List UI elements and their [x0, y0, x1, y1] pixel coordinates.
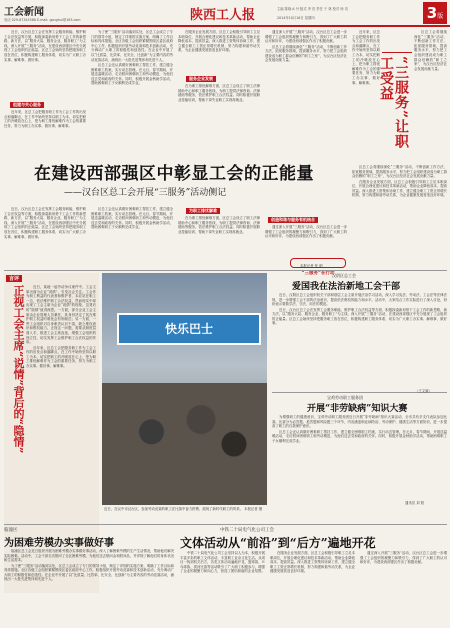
editorial-tag: 言评: [6, 275, 22, 282]
article-col-11: 区总工会将继续深化“三服务”活动，不断创新工作方法，拓宽服务领域，提高服务水平，努力把工会组织建设成为职工群众信赖的“职工之家”，为汉台区经济社会发展贡献力量。 在服务企业发展方面，区总工会积极引导职工立足本职岗位，开展合理化建议和技术革新活动，帮助企业降低成本、提高效益。深入推进工资集体协商工作，建立健全职工工资正常增长机制，努力构建和谐劳动关系，为企业健康发展营造良好环境。: [352, 165, 447, 198]
bottom-center-label: 中铁二十局电气化公司工会: [220, 528, 274, 533]
article-col-2: 为了使“三服务”活动落到实处，区总工会成立了专门的领导小组，制定了详细的实施方案，明确了工作目标和具体措施。全区各级工会组织紧紧围绕区委区政府中心工作，积极组织开展劳动竞赛和技术创新活动，充分调动广大职工的积极性和创造性。在企业中开展了以“比质量、比效率、比安全、比创新”为主要内容的劳动竞赛活动，涌现出一大批先进集体和先进个人。 区总工会还认真做好困难职工帮扶工作，建立健全困难职工档案，实行动态管理。在元旦、春节期间，开展送温暖活动，走访慰问困难职工和劳动模范，为他们送去党和政府的关怀。同时，积极开展金秋助学活动，帮助困难职工子女顺利完成学业。: [91, 30, 173, 86]
right-block1-text: 近日，汉阴区总工会组织机关干部和基层工会主席开展法治学习活动，深入学习宪法、劳动法、工会法等法律法规，进一步增强工会干部的法治意识，提高依法维权的能力和水平。活动中，大家结合工作实际进行了深入讨论，纷纷表示要做学法、守法、用法的模范。 近日，汉台区总工会在发挥工会服务职能、维护职工合法权益等方面，积极探索新形势下工会工作的新思路、新方法，以“服务大局、服务企业、服务职工”为主线，深入开展“三服务”活动，在建设西部强区中充分展现了工会组织的正能量。区总工会始终坚持把服务职工放在首位，积极构建职工服务体系，切实为广大职工办实事、解难事、做好事。: [272, 293, 447, 326]
article-col-9: 在为职工排忧解难方面，区总工会设立了职工法律援助中心和职工服务热线，为职工提供法律咨询、法律援助等服务，依法维护职工合法权益。同时积极开展职业技能培训，帮助下岗失业职工实现再就业。: [178, 216, 260, 234]
main-headline: 在建设西部强区中彰显工会的正能量: [34, 164, 314, 184]
photo-caption: 近日，在汉中市汉台区，参加劳动竞赛的职工在比赛中奋力拼搏，展现了新时代职工的风采。 本报记者 摄: [104, 507, 263, 511]
article-col-4: 通过深入开展“三服务”活动，汉台区总工会进一步增强了工会组织的凝聚力和吸引力，得到了广大职工的认可和好评，为建设西部强区作出了积极贡献。 区总工会将继续深化“三服务”活动，不断创新工作方法，拓宽服务领域，提高服务水平，努力把工会组织建设成为职工群众信赖的“职工之家”，为汉台区经济社会发展贡献力量。: [265, 30, 347, 63]
byline-3: 通讯员 刘 阳: [405, 501, 425, 505]
right-block-1: [272, 273, 447, 391]
photo-banner: [117, 313, 261, 345]
editorial-text: 近日，某地一起劳动争议案件中，工会主席出面为企业“说情”，引发社会关注。工会作为职工利益的代表者和维护者，本应站在职工一边，依法维护职工合法权益，然而现实中却出现了工会主席为企业“说情”的现象，这背后的“隐情”值得深思。一方面，部分企业工会主席由企业管理人员兼任，其身份决定了其在维护职工权益时难免会有所顾虑；另一方面，一些工会组织对自身职责认识不清，缺乏维权意识和维权能力。正视这一问题，需要从制度层面入手，推进工会主席直选，增强工会组织的独立性，切实发挥工会维护职工合法权益的作用。 近年来，区总工会把服务职工作为工会工作的出发点和落脚点，在工作中始终坚持以职工为本，切实把职工的冷暖放在心上，把为职工排忧解难作为工会的重要任务，努力为职工办实事、做好事、解难事。: [26, 285, 96, 368]
article-col-6: 区总工会将继续深化“三服务”活动，不断创新工作方法，拓宽服务领域，提高服务水平，努力把工会组织建设成为职工群众信赖的“职工之家”，为汉台区经济社会发展贡献力量。: [414, 30, 447, 71]
bottom-left-block: [4, 527, 174, 625]
bottom-center-text-2: 在服务企业发展方面，区总工会积极引导职工立足本职岗位，开展合理化建议和技术革新活动，帮助企业降低成本、提高效益。深入推进工资集体协商工作，建立健全职工工资正常增长机制，努力构建和谐劳动关系，为企业健康发展营造良好环境。: [270, 551, 355, 574]
right-block2-title: 开展“非劳缺病”知识大赛: [307, 404, 408, 414]
article-col-3b: 在为职工排忧解难方面，区总工会设立了职工法律援助中心和职工服务热线，为职工提供法律咨询、法律援助等服务，依法维护职工合法权益。同时积极开展职业技能培训，帮助下岗失业职工实现再就业。: [178, 84, 260, 102]
article-col-5: 近年来，区总工会把服务职工作为工会工作的出发点和落脚点，在工作中始终坚持以职工为本，切实把职工的冷暖放在心上，把为职工排忧解难作为工会的重要任务，努力为职工办实事、做好事、解难事。: [352, 30, 380, 85]
page-number: 3: [426, 4, 438, 22]
bottom-center-block: [180, 527, 447, 625]
bottom-center-text-1: 中铁二十局电气化公司工会坚持以人为本，积极开展丰富多彩的职工文体活动，丰富职工业余文化生活。从项目一线到机关后方，各类文体活动遍地开花，篮球赛、乒乓球赛、拔河比赛等活动吸引了广大职工积极参与，增强了企业的凝聚力和向心力，营造了团结和谐的企业氛围。: [180, 551, 265, 574]
vertical-feature-rule-top: [382, 52, 412, 53]
bottom-left-text: 临潼区总工会近日组织开展为困难劳模办实事做好事活动，深入了解困难劳模的生产生活情况，帮助他们解决实际困难。活动中，工会干部走访慰问了全区困难劳模，为他们送去慰问金和慰问品，并详细了解他们的身体状况和生活需求。 为了使“三服务”活动落到实处，区总工会成立了专门的领导小组，制定了详细的实施方案，明确了工作目标和具体措施。全区各级工会组织紧紧围绕区委区政府中心工作，积极组织开展劳动竞赛和技术创新活动，充分调动广大职工的积极性和创造性。在企业中开展了以“比质量、比效率、比安全、比创新”为主要内容的劳动竞赛活动，涌现出一大批先进集体和先进个人。: [4, 549, 174, 582]
byline-2: （王文斌）: [415, 389, 432, 393]
subhead-tag-4: 创造和谐与服务有机结合: [268, 217, 318, 223]
article-col-8: 区总工会还认真做好困难职工帮扶工作，建立健全困难职工档案，实行动态管理。在元旦、春节期间，开展送温暖活动，走访慰问困难职工和劳动模范，为他们送去党和政府的关怀。同时，积极开展金秋助学活动，帮助困难职工子女顺利完成学业。: [91, 207, 173, 230]
bottom-center-text-3: 通过深入开展“三服务”活动，汉台区总工会进一步增强了工会组织的凝聚力和吸引力，得到了广大职工的认可和好评，为建设西部强区作出了积极贡献。: [360, 551, 447, 565]
article-col-1b: 近年来，区总工会把服务职工作为工会工作的出发点和落脚点，在工作中始终坚持以职工为本，切实把职工的冷暖放在心上，把为职工排忧解难作为工会的重要任务，努力为职工办实事、做好事、解难事。: [4, 110, 86, 128]
subhead-tag-1: 组建与关心服务: [10, 102, 44, 108]
vertical-feature-box: [378, 52, 412, 162]
date-line: 2014年10月16日 星期四: [277, 16, 315, 20]
bottom-divider: [4, 524, 447, 525]
right-block2-label: 宝鸡劳动职工服务团: [327, 395, 363, 400]
page-number-box: [423, 2, 447, 24]
bottom-left-title: 为困难劳模办实事做好事: [4, 538, 114, 549]
paper-name: 陕西工人报: [190, 8, 256, 23]
subhead-tag-2: 服务企业发展: [186, 76, 216, 82]
photo-crowd: [102, 383, 267, 505]
article-col-10: 通过深入开展“三服务”活动，汉台区总工会进一步增强了工会组织的凝聚力和吸引力，得到了广大职工的认可和好评，为建设西部强区作出了积极贡献。: [265, 225, 347, 239]
news-photo: [102, 273, 267, 505]
masthead-rule: [0, 25, 450, 27]
byline-1: 本报记者 张 明: [300, 264, 323, 268]
subhead-tag-3: 为职工排忧解难: [186, 208, 220, 214]
photo-banner-text: 快乐巴士: [164, 322, 213, 336]
article-col-1: 近日，汉台区总工会在发挥工会服务职能、维护职工合法权益等方面，积极探索新形势下工会工作的新思路、新方法，以“服务大局、服务企业、服务职工”为主线，深入开展“三服务”活动，在建设西部强区中充分展现了工会组织的正能量。区总工会始终坚持把服务职工放在首位，积极构建职工服务体系，切实为广大职工办实事、解难事、做好事。: [4, 30, 86, 62]
section-title: 工会新闻: [4, 7, 44, 18]
page-label: 版: [437, 13, 444, 20]
bottom-center-title: 文体活动从“前沿”到“后方”遍地开花: [180, 536, 376, 550]
bottom-left-label: 临潼区: [4, 528, 18, 533]
editorial-title: 正视工会主席“说情”背后的“隐情”: [12, 285, 25, 454]
right-block1-label: 汉阴区总工会: [332, 273, 356, 278]
right-block2-text: 为增强职工的健康意识，宝鸡劳动职工服务团近日开展“非劳缺病”知识大赛活动，全市共有多支代表队参加比赛。比赛分为必答题、抢答题和风险题三个环节，内容涵盖职业病防治、劳动保护、健康生活等方面知识，进一步提高了职工的自我保护意识。 区总工会还认真做好困难职工帮扶工作，建立健全困难职工档案，实行动态管理。在元旦、春节期间，开展送温暖活动，走访慰问困难职工和劳动模范，为他们送去党和政府的关怀。同时，积极开展金秋助学活动，帮助困难职工子女顺利完成学业。: [272, 415, 447, 443]
meta-line: 主编 陈晓 A 丹 版式 李 亮 责任 于 林 校对 杨 岚: [277, 7, 348, 11]
right-block1-title: 爱国我在法治新地工会干部: [292, 282, 401, 292]
sub-headline: ——汉台区总工会开展“三服务”活动侧记: [64, 188, 227, 198]
section-divider: [4, 270, 447, 271]
article-col-7: 近日，汉台区总工会在发挥工会服务职能、维护职工合法权益等方面，积极探索新形势下工会工作的新思路、新方法，以“服务大局、服务企业、服务职工”为主线，深入开展“三服务”活动，在建设西部强区中充分展现了工会组织的正能量。区总工会始终坚持把服务职工放在首位，积极构建职工服务体系，切实为广大职工办实事、解难事、做好事。: [4, 207, 86, 239]
right-block-2: [272, 395, 447, 505]
contact-line: 电话 029-87345588 E-mail: gonghui@163.com: [4, 18, 81, 22]
masthead: [0, 0, 450, 26]
headline-block: [4, 159, 342, 205]
action-badge-text: “三服务”在行动: [301, 271, 335, 276]
article-col-3: 在服务企业发展方面，区总工会积极引导职工立足本职岗位，开展合理化建议和技术革新活动，帮助企业降低成本、提高效益。深入推进工资集体协商工作，建立健全职工工资正常增长机制，努力构建和谐劳动关系，为企业健康发展营造良好环境。: [178, 30, 260, 53]
vertical-feature-title: “三服务”让职工受益: [378, 56, 409, 150]
